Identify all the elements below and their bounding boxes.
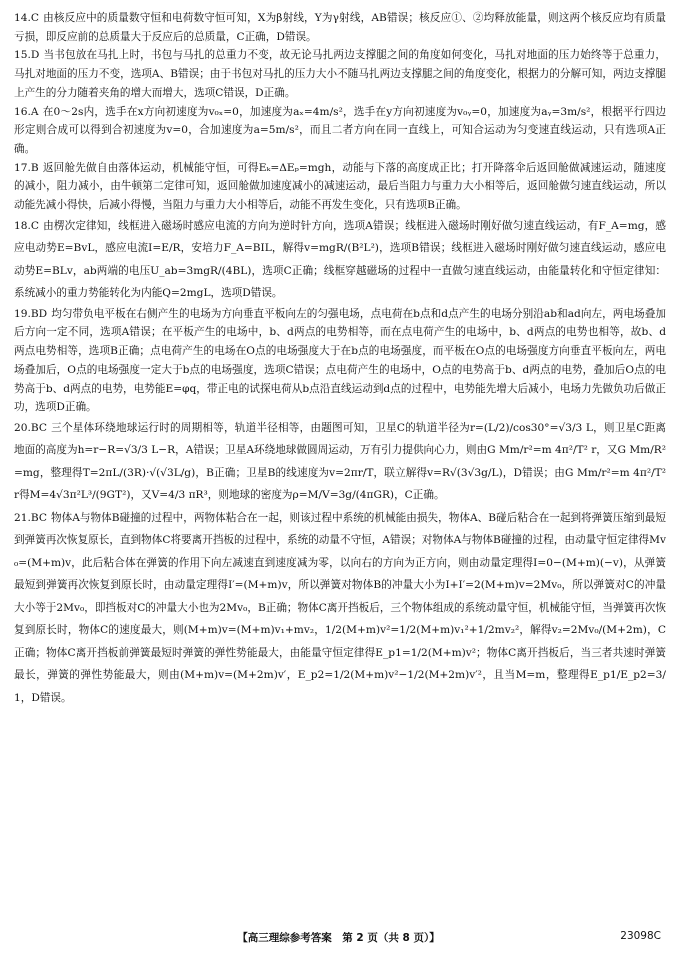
explanation-text: 三个星体环绕地球运行时的周期相等，轨道半径相等，由题图可知，卫星C的轨道半径为r=(L/2)/cos30°=√3/3 L，则卫星C距离地面的高度为h=r−R=√3/3 L−R，A错误；卫星A环绕地球做圆周运动，万有引力提供向心力，则由G Mm/r²=m 4π²/T² r，又G Mm/R²=mg，整理得T=2πL/(3R)·√(√3L/g)，B正确；卫星B的线速度为v=2πr/T，联立解得v=R√(3√3g/L)，D错误；由G Mm/r²=m 4π²/T² r得M=4√3π²L³/(9GT²)，又V=4/3 πR³，则地球的密度为ρ=M/V=3g/(4πGR)，C正确。 [14, 421, 666, 502]
answer-item-16 [14, 103, 666, 159]
question-number: 19. [14, 307, 31, 320]
page-footer [0, 930, 677, 946]
footer-title: 【高三理综参考答案 第 2 页（共 8 页）】 [237, 932, 440, 944]
answer-item-17 [14, 159, 666, 215]
question-answer: C [30, 219, 39, 232]
question-number: 15. [14, 49, 31, 62]
explanation-text: 均匀带负电平板在右侧产生的电场为方向垂直平板向左的匀强电场，点电荷在b点和d点产生的电场分别沿ab和ad向左，两电场叠加后方向一定不同，选项A错误；在平板产生的电场中，b、d两点的电势相等，而在点电荷产生的电场中，b、d两点的电势也相等，故b、d两点电势相等，选项B正确；点电荷产生的电场在O点的电场强度大于在b点的电场强度，而平板在O点的电场强度方向垂直平板向左，两电场叠加后，O点的电场强度一定大于b点的电场强度，选项C错误；点电荷产生的电场中，O点的电势高于b、d两点的电势，叠加后O点的电势高于b、d两点的电势，电势能E=φq，带正电的试探电荷从b点沿直线运动到d点的过程中，电势能先增大后减小，电场力先做负功后做正功，选项D正确。 [14, 307, 666, 414]
explanation-text: 在0～2s内，选手在x方向初速度为v₀ₓ=0，加速度为aₓ=4m/s²，选手在y方向初速度为v₀ᵧ=0，加速度为aᵧ=3m/s²，根据平行四边形定则合成可以得到合初速度为v=0，合加速度为a=5m/s²，而且二者方向在同一直线上，可知合运动为匀变速直线运动，只有选项A正确。 [14, 105, 666, 155]
explanation-text: 返回舱先做自由落体运动，机械能守恒，可得Eₖ=ΔEₚ=mgh，动能与下落的高度成正比；打开降落伞后返回舱做减速运动，随速度的减小，阻力减小，由牛顿第二定律可知，返回舱做加速度减小的减速运动，最后当阻力与重力大小相等后，返回舱做匀速直线运动，所以动能先减小得快，后减小得慢，当阻力与重力大小相等后，动能不再发生变化，只有选项B正确。 [14, 161, 666, 212]
question-answer: BD [30, 307, 48, 320]
explanation-text: 物体A与物体B碰撞的过程中，两物体粘合在一起，则该过程中系统的机械能由损失，物体A、B碰后粘合在一起到将弹簧压缩到最短到弹簧再次恢复原长，直到物体C将要离开挡板的过程中，系统的动量不守恒，A错误；对物体A与物体B碰撞的过程，由动量守恒定律得Mv₀=(M+m)v，此后粘合体在弹簧的作用下向左减速直到速度减为零，以向右的方向为正方向，则由动量定理得I=0−(M+m)(−v)，从弹簧最短到弹簧再次恢复到原长时，由动量定理得I′=(M+m)v，所以弹簧对物体B的冲量大小为I+I′=2(M+m)v=2Mv₀，所以弹簧对C的冲量大小等于2Mv₀，即挡板对C的冲量大小也为2Mv₀，B正确；物体C离开挡板后，三个物体组成的系统动量守恒，机械能守恒，当弹簧再次恢复到原长时，物体C的速度最大，则(M+m)v=(M+m)v₁+mv₂，1/2(M+m)v²=1/2(M+m)v₁²+1/2mv₂²，解得v₂=2Mv₀/(M+2m)，C正确；物体C离开挡板前弹簧最短时弹簧的弹性势能最大，由能量守恒定律得E_p1=1/2(M+m)v²；物体C离开挡板后，当三者共速时弹簧最长，弹簧的弹性势能最大，则由(M+m)v=(M+2m)v′，E_p2=1/2(M+m)v²−1/2(M+2m)v′²，且当M=m，整理得E_p1/E_p2=3/1，D错误。 [14, 511, 666, 704]
answer-item-14 [14, 9, 666, 46]
question-number: 17. [14, 161, 31, 174]
explanation-text: 由楞次定律知，线框进入磁场时感应电流的方向为逆时针方向，选项A错误；线框进入磁场时刚好做匀速直线运动，有F_A=mg，感应电动势E=BvL，感应电流I=E/R，安培力F_A=BIL，解得v=mgR/(B²L²)，选项B错误；线框进入磁场时刚好做匀速直线运动，感应电动势E=BLv，ab两端的电压U_ab=3mgR/(4BL)，选项C正确；线框穿越磁场的过程中一直做匀速直线运动，由能量转化和守恒定律知：系统减小的重力势能转化为内能Q=2mgL，选项D错误。 [14, 219, 666, 300]
explanation-text: 由核反应中的质量数守恒和电荷数守恒可知，X为β射线，Y为γ射线，AB错误；核反应①、②均释放能量，则这两个核反应均有质量亏损，即反应前的总质量大于反应后的总质量，C正确，D错误。 [14, 12, 666, 43]
answer-item-19 [14, 305, 666, 417]
question-number: 14. [14, 12, 31, 24]
answer-item-15 [14, 46, 666, 102]
question-number: 21. [14, 511, 31, 524]
question-answer: B [30, 161, 39, 174]
question-answer: BC [30, 421, 47, 434]
question-number: 16. [14, 105, 31, 118]
answer-item-18 [14, 215, 666, 305]
footer-code: 23098C [620, 930, 661, 942]
question-answer: D [30, 49, 40, 62]
question-number: 18. [14, 219, 31, 232]
explanation-text: 当书包放在马扎上时，书包与马扎的总重力不变，故无论马扎两边支撑腿之间的角度如何变化，马扎对地面的压力始终等于总重力，马扎对地面的压力不变，选项A、B错误；由于书包对马扎的压力大小不随马扎两边支撑腿之间的角度变化，根据力的分解可知，两边支撑腿上产生的分力随着夹角的增大而增大，选项C错误，D正确。 [14, 49, 666, 99]
question-answer: BC [30, 511, 47, 524]
answer-item-20 [14, 417, 666, 507]
answer-list [14, 9, 666, 709]
question-number: 20. [14, 421, 31, 434]
question-answer: A [30, 105, 39, 118]
answer-item-21 [14, 507, 666, 710]
question-answer: C [30, 12, 39, 24]
